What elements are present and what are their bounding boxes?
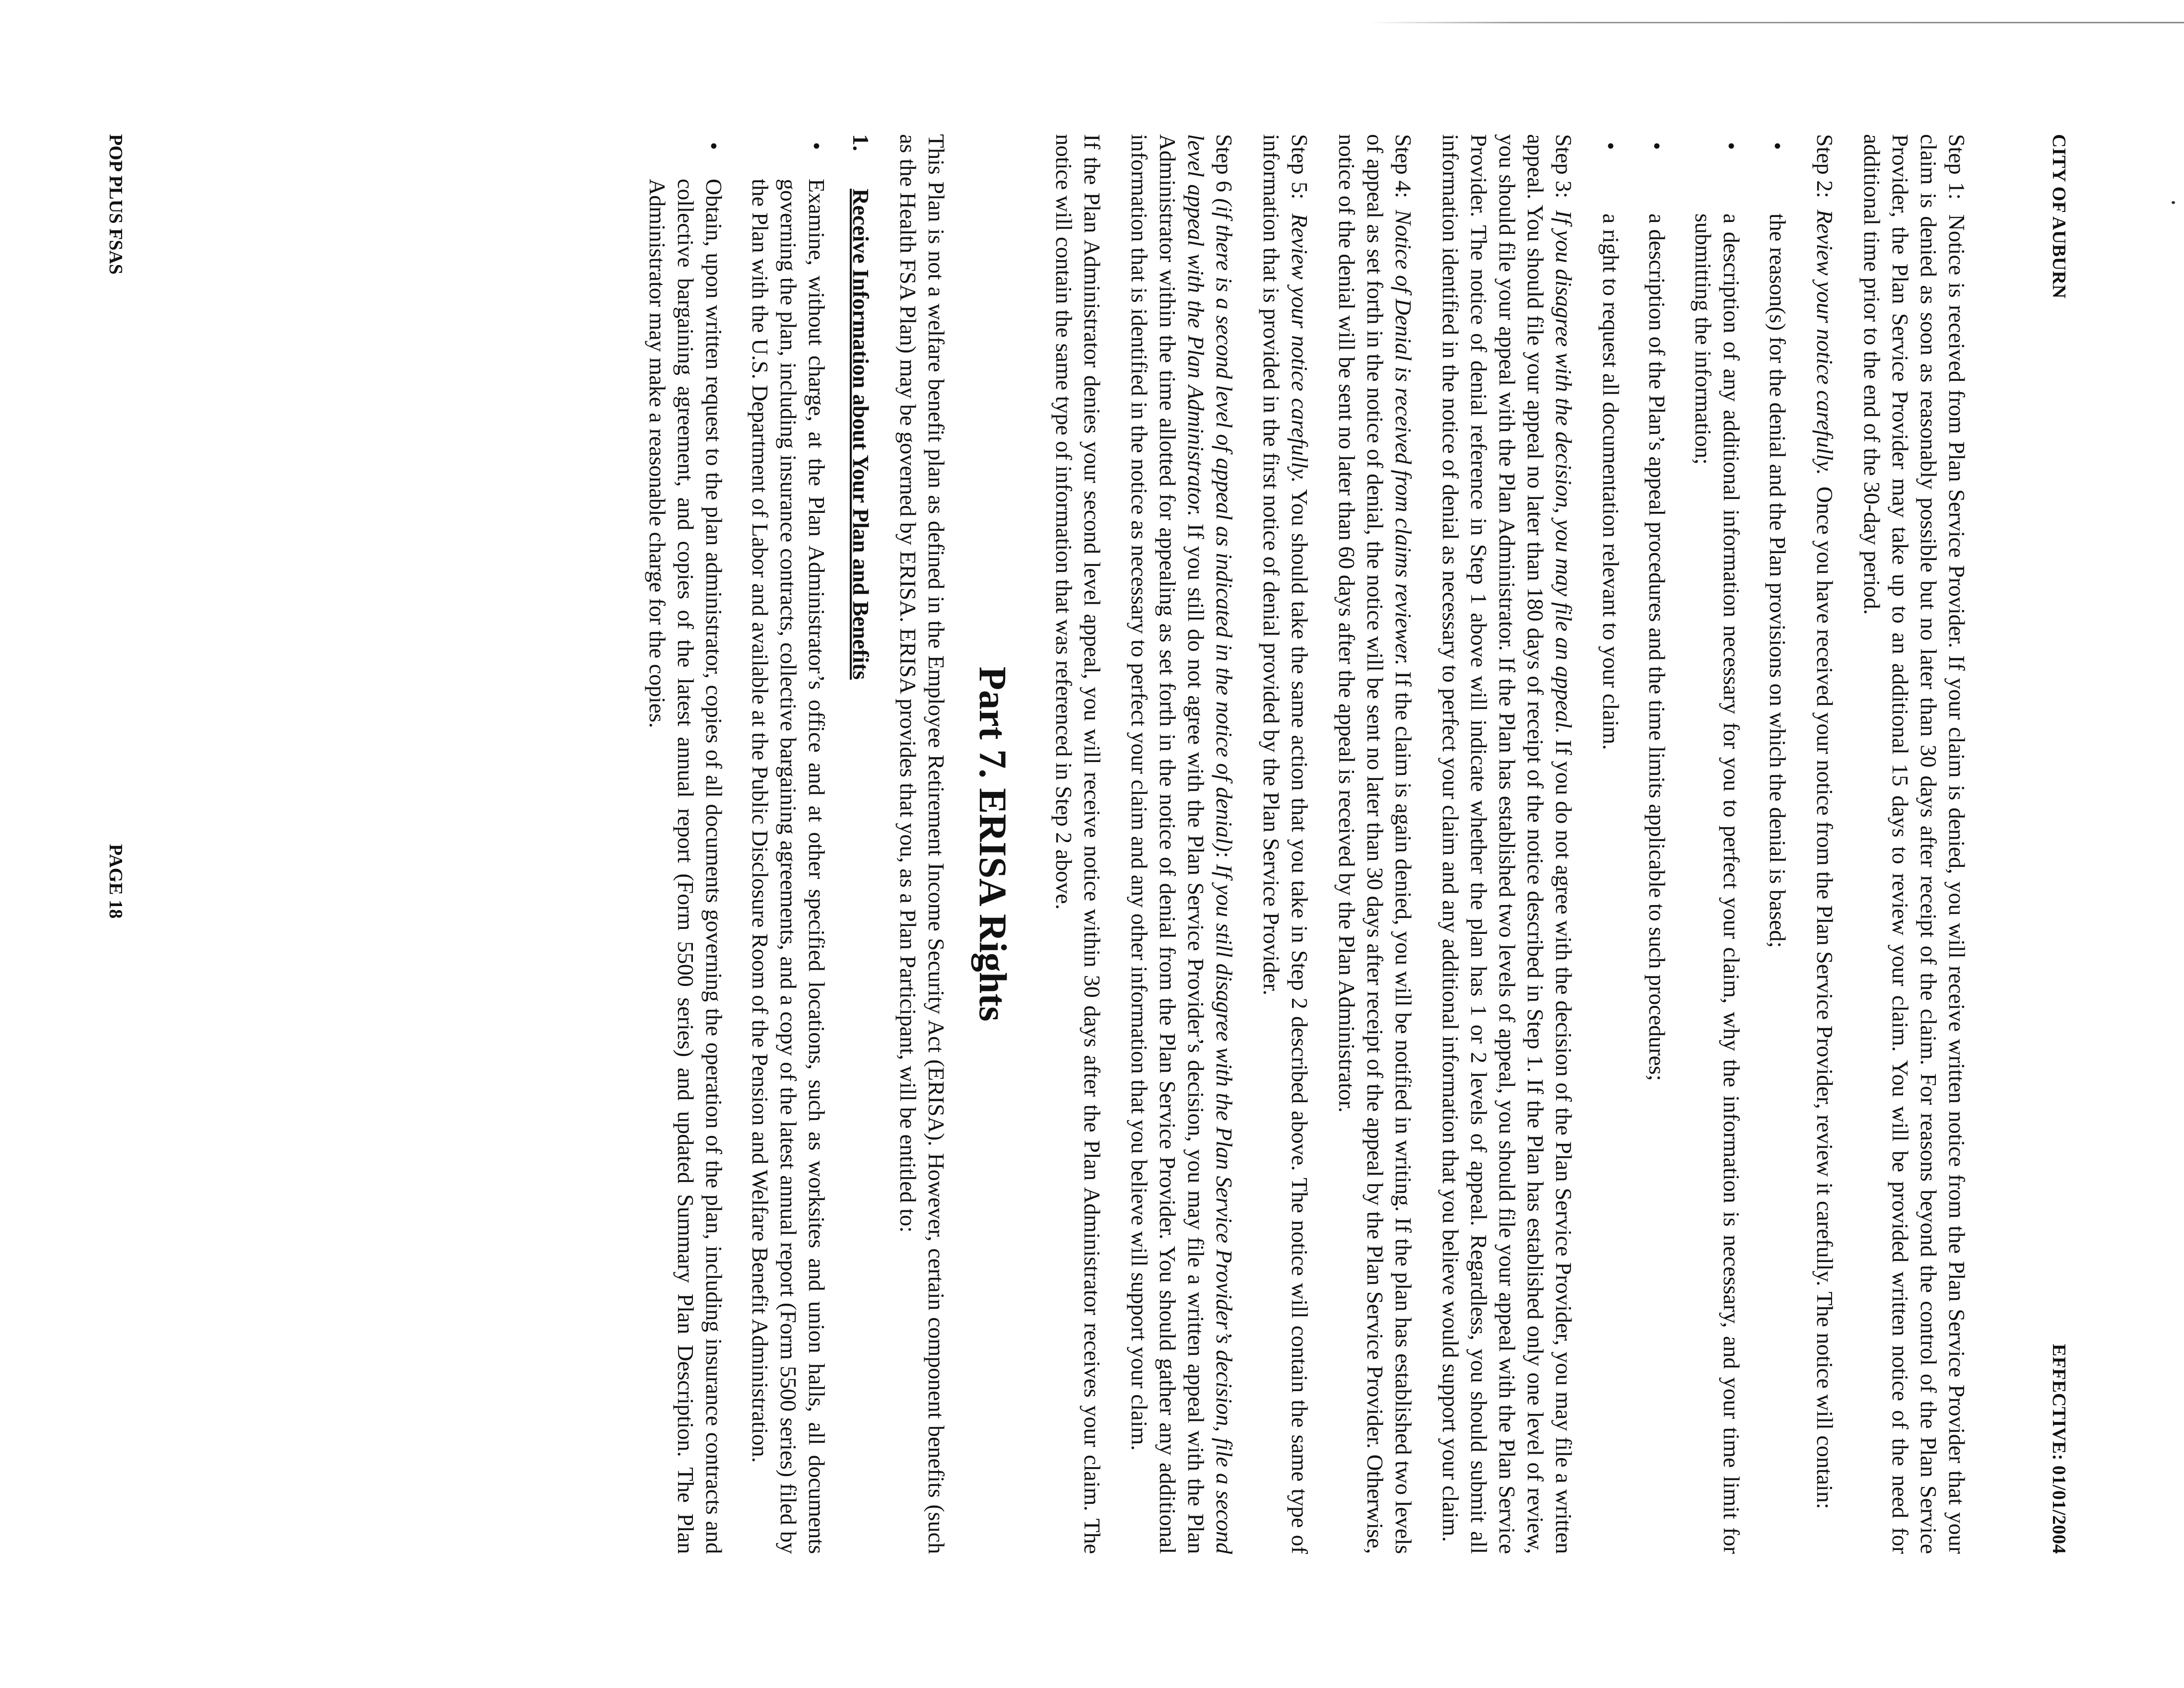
subsection-number: 1. xyxy=(848,134,874,151)
subsection-title: Receive Information about Your Plan and Benefits xyxy=(848,189,874,680)
step-6-heading: If you still disagree with the Plan Service Provider’s decision, file a second level appeal with the Plan Administrator. xyxy=(1183,134,1237,1554)
rights-list xyxy=(643,134,831,1554)
step-2-label: Step 2: xyxy=(1812,134,1838,199)
step-2-paragraph xyxy=(1811,134,1839,1554)
step-6-label: Step 6 xyxy=(1212,134,1237,192)
step-2-heading: Review your notice carefully. xyxy=(1812,210,1838,475)
bullet-icon: • xyxy=(1644,142,1670,150)
closing-paragraph: If the Plan Administrator denies your second level appeal, you will receive notice within 30 days after the Plan Administrator receives your claim. The notice will contain the same type of information that was referenced in Step 2 above. xyxy=(1051,134,1105,1554)
step-1-paragraph xyxy=(1858,134,1971,1554)
bullet-icon: • xyxy=(701,142,727,150)
erisa-intro-paragraph: This Plan is not a welfare benefit plan as defined in the Employee Retirement Income Security Act (ERISA). However, certain component benefits (such as the Health FSA Plan) may be governed by ERISA. ERISA provides that you, as a Plan Participant, will be entitled to: xyxy=(895,134,949,1554)
step-3-text: If you do not agree with the decision of the Plan Service Provider, you may file a written appeal. You should file your appeal no later than 180 days of receipt of the notice described in Step 1. If the Plan has established only one level of review, you should file your appeal with the Plan Administrator. If the Plan has established two levels of appeal, you should file your appeal with the Plan Service Provider. The notice of denial reference in Step 1 above will indicate whether the plan has 1 or 2 levels of appeal. Regardless, you should submit all information identified in the notice of denial as necessary to perfect your claim and any additional information that you believe would support your claim. xyxy=(1438,134,1576,1554)
bullet-icon: • xyxy=(804,142,829,150)
step-4-label: Step 4: xyxy=(1391,134,1416,199)
list-item: • a description of the Plan’s appeal procedures and the time limits applicable to such procedures; xyxy=(1643,134,1671,1554)
step-4-heading: Notice of Denial is received from claims reviewer. xyxy=(1391,210,1416,666)
step-4-text: If the claim is again denied, you will be notified in writing. If the plan has established two levels of appeal as set forth in the notice of denial, the notice will be sent no later than 30 days after receipt of the appeal by the Plan Service Provider. Otherwise, notice of the denial will be sent no later than 60 days after the appeal is received by the Plan Administrator. xyxy=(1334,134,1416,1554)
step-6-condition: (if there is a second level of appeal as indicated in the notice of denial) xyxy=(1212,198,1237,852)
header-effective-date: EFFECTIVE: 01/01/2004 xyxy=(2048,1343,2069,1554)
document-page xyxy=(37,65,2097,1623)
list-item: • a right to request all documentation relevant to your claim. xyxy=(1597,134,1625,1554)
list-item: • Examine, without charge, at the Plan Administrator’s office and at other specified locations, such as worksites and union halls, all documents governing the plan, including insurance contracts, collective bargaining agreements, and a copy of the latest annual report (Form 5500 series) filed by the Plan with the U.S. Department of Labor and available at the Public Disclosure Room of the Pension and Welfare Benefit Administration. xyxy=(746,134,831,1554)
bullet-icon: • xyxy=(1719,142,1744,150)
list-item: • the reason(s) for the denial and the Plan provisions on which the denial is based; xyxy=(1764,134,1792,1554)
step-3-label: Step 3: xyxy=(1551,134,1576,199)
step-5-text: You should take the same action that you take in Step 2 described above. The notice will contain the same type of information that is provided in the first notice of denial provided by the Plan Service Provider. xyxy=(1259,134,1312,1554)
list-item: • Obtain, upon written request to the plan administrator, copies of all documents governing the operation of the plan, including insurance contracts and collective bargaining agreement, and copies of the latest annual report (Form 5500 series) and updated Summary Plan Description. The Plan Administrator may make a reasonable charge for the copies. xyxy=(643,134,728,1554)
step-1-label: Step 1: xyxy=(1944,134,1970,200)
list-item: • a description of any additional information necessary for you to perfect your claim, why the information is necessary, and your time limit for submitting the information; xyxy=(1689,134,1746,1554)
page-header xyxy=(2048,134,2070,1554)
step-6-text: If you still do not agree with the Plan Service Provider’s decision, you may file a written appeal with the Plan Administrator within the time allotted for appealing as set forth in the notice of denial from the Plan Service Provider. You should gather any additional information that is identified in the notice as necessary to perfect your claim and any other information that you believe will support your claim. xyxy=(1127,134,1209,1554)
step-5-heading: Review your notice carefully. xyxy=(1287,213,1312,483)
step-5-paragraph xyxy=(1257,134,1314,1554)
notice-contents-list xyxy=(1597,134,1792,1554)
step-3-heading: If you disagree with the decision, you may file an appeal. xyxy=(1551,210,1576,734)
bullet-icon: • xyxy=(1765,142,1790,150)
bullet-icon: • xyxy=(1598,142,1624,150)
subsection-heading xyxy=(847,134,875,1554)
scan-artifact-line xyxy=(1370,22,2184,23)
step-6-paragraph: Step 6 (if there is a second level of appeal as indicated in the notice of denial): If you still disagree with the Plan Service Provider’s decision, file a second level appeal with the Plan Administrator. If you still do not agree with the Plan Service Provider’s decision, you may file a written appeal with the Plan Administrator within the time allotted for appealing as set forth in the notice of denial from the Plan Service Provider. You should gather any additional information that is identified in the notice as necessary to perfect your claim and any other information that you believe will support your claim. xyxy=(1127,134,1237,1554)
step-1-text: Notice is received from Plan Service Provider. If your claim is denied, you will receive written notice from the Plan Service Provider that your claim is denied as soon as reasonably possible but no later than 30 days after receipt of the claim. For reasons beyond the control of the Plan Service Provider, the Plan Service Provider may take up to an additional 15 days to review your claim. You will be provided written notice of the need for additional time prior to the end of the 30-day period. xyxy=(1859,134,1970,1554)
document-body xyxy=(643,134,1971,1554)
step-2-text: Once you have received your notice from the Plan Service Provider, review it carefully. The notice will contain: xyxy=(1812,486,1838,1509)
page-number: PAGE 18 xyxy=(105,844,126,919)
header-organization: CITY OF AUBURN xyxy=(2048,134,2069,299)
step-3-paragraph xyxy=(1436,134,1578,1554)
section-title: Part 7. ERISA Rights xyxy=(971,666,1015,1022)
step-5-label: Step 5: xyxy=(1287,134,1312,200)
scan-speck xyxy=(2172,201,2175,204)
step-4-paragraph xyxy=(1333,134,1418,1554)
page-footer xyxy=(105,134,127,1554)
footer-plan-name: POP PLUS FSAS xyxy=(105,134,126,275)
